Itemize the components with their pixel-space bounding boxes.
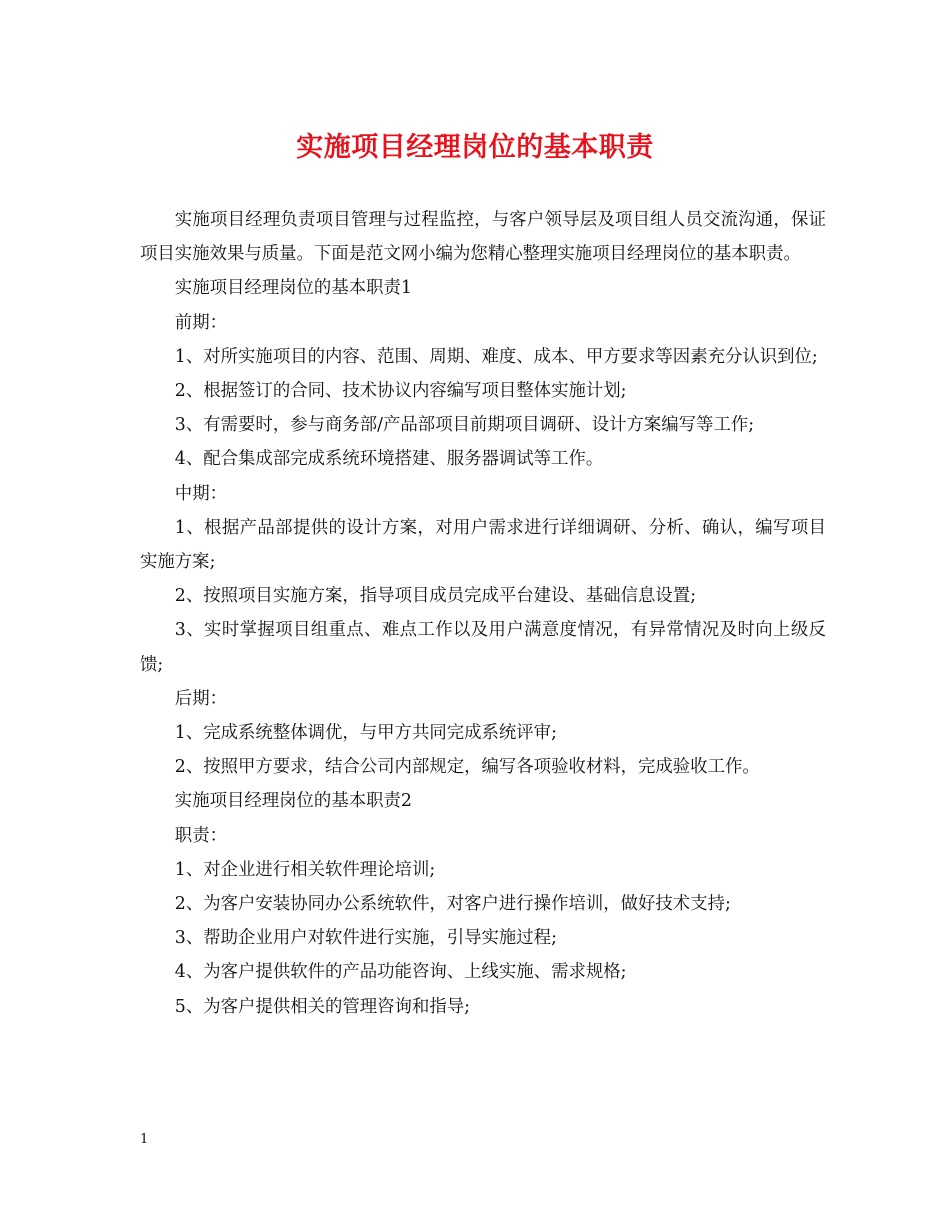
list-item: 1、对所实施项目的内容、范围、周期、难度、成本、甲方要求等因素充分认识到位; xyxy=(174,346,818,367)
paragraph-intro: 实施项目经理负责项目管理与过程监控，与客户领导层及项目组人员交流沟通，保证项目实施效果与质量。下面是范文网小编为您精心整理实施项目经理岗位的基本职责。 xyxy=(140,210,826,265)
list-item: 3、有需要时，参与商务部/产品部项目前期项目调研、设计方案编写等工作; xyxy=(174,415,755,436)
list-item: 3、实时掌握项目组重点、难点工作以及用户满意度情况，有异常情况及时向上级反馈; xyxy=(140,620,826,675)
phase-label-middle: 中期： xyxy=(174,483,227,504)
section-heading-1: 实施项目经理岗位的基本职责1 xyxy=(174,278,412,299)
duties-label: 职责： xyxy=(174,825,227,846)
list-item: 2、为客户安装协同办公系统软件，对客户进行操作培训，做好技术支持; xyxy=(174,894,731,915)
list-item: 4、为客户提供软件的产品功能咨询、上线实施、需求规格; xyxy=(174,962,627,983)
document-body xyxy=(140,203,826,1024)
list-item: 2、按照甲方要求，结合公司内部规定，编写各项验收材料，完成验收工作。 xyxy=(174,757,760,778)
list-item: 1、完成系统整体调优，与甲方共同完成系统评审; xyxy=(174,723,557,744)
list-item: 4、配合集成部完成系统环境搭建、服务器调试等工作。 xyxy=(174,449,604,470)
phase-label-early: 前期： xyxy=(174,312,227,333)
phase-label-late: 后期： xyxy=(174,688,227,709)
list-item: 5、为客户提供相关的管理咨询和指导; xyxy=(174,996,470,1017)
list-item: 3、帮助企业用户对软件进行实施，引导实施过程; xyxy=(174,928,557,949)
page-number: 1 xyxy=(140,1132,149,1147)
list-item: 1、对企业进行相关软件理论培训; xyxy=(174,859,436,880)
list-item: 1、根据产品部提供的设计方案，对用户需求进行详细调研、分析、确认，编写项目实施方案; xyxy=(140,517,826,573)
document-title: 实施项目经理岗位的基本职责 xyxy=(296,132,654,163)
section-heading-2: 实施项目经理岗位的基本职责2 xyxy=(174,791,412,812)
list-item: 2、根据签订的合同、技术协议内容编写项目整体实施计划; xyxy=(174,381,627,402)
list-item: 2、按照项目实施方案，指导项目成员完成平台建设、基础信息设置; xyxy=(174,586,697,607)
